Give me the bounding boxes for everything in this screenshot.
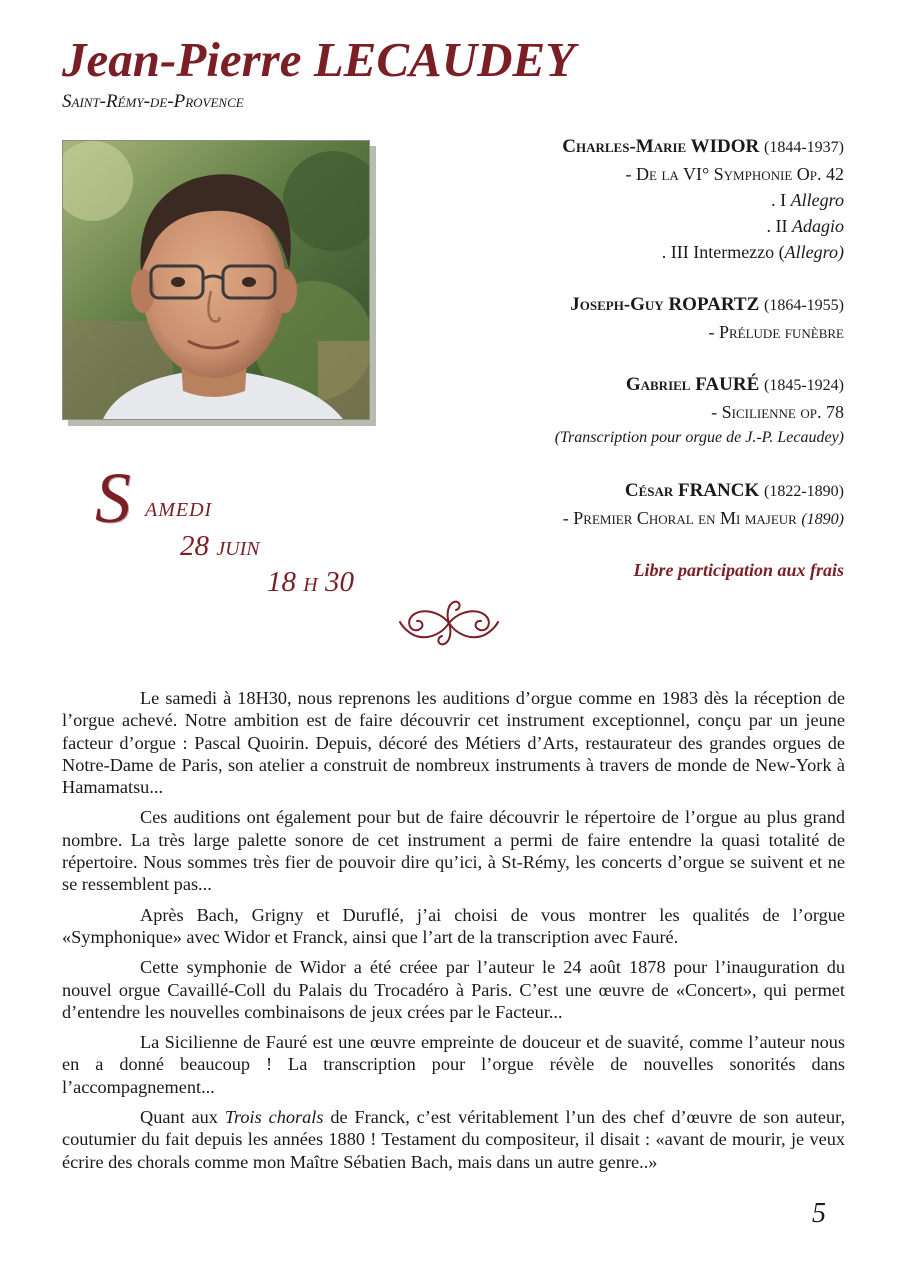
composer-dates: (1844-1937) (764, 139, 844, 156)
performer-name: Jean-Pierre LECAUDEY (62, 32, 576, 87)
concert-program (414, 134, 844, 533)
composer-name: Gabriel FAURÉ (625, 374, 760, 395)
paragraph: Cette symphonie de Widor a été créee par l’auteur le 24 août 1878 pour l’inauguration du nouvel orgue Cavaillé-Coll du Palais du Trocadéro à Paris. C’est une œuvre de «Concert», qui permet d’entendre les nouvelles combinaisons de jeux crées par le Facteur... (62, 957, 845, 1022)
work-title: - Prélude funèbre (708, 322, 844, 342)
paragraph: Le samedi à 18H30, nous reprenons les auditions d’orgue comme en 1983 dès la réception de l’orgue achevé. Notre ambition est de faire découvrir cet instrument exceptionnel, conçu par un jeune facteur d’orgue : Pascal Quoirin. Depuis, décoré des Métiers d’Arts, restaurateur des grandes orgues de Notre-Dame de Paris, son atelier a construit de nombreux instruments à travers de monde de New-York à Hamamatsu... (62, 688, 845, 798)
composer-dates: (1864-1955) (764, 297, 844, 314)
page-number: 5 (812, 1198, 826, 1229)
article-body (62, 687, 845, 1181)
movement-1: . I Allegro (771, 190, 844, 210)
work-title: - De la VI° Symphonie Op. 42 (625, 164, 844, 184)
work-title: - Premier Choral en Mi majeur (1890) (562, 508, 844, 528)
portrait-photo (62, 140, 370, 420)
paragraph: Quant aux Trois chorals de Franck, c’est véritablement l’un des chef d’œuvre de son auteur, coutumier du fait depuis les années 1880 ! Testament du compositeur, il disait : «avant de mourir, je veux écrire des chorals comme mon Maître Sébatien Bach, mais dans un autre genre..» (62, 1107, 846, 1172)
composer-name: Joseph-Guy ROPARTZ (570, 294, 760, 315)
day-name: amedi (145, 492, 213, 523)
day-initial: S (95, 458, 131, 538)
event-day-month: 28 juin (180, 530, 260, 562)
paragraph: Après Bach, Grigny et Duruflé, j’ai choisi de vous montrer les qualités de l’orgue «Symphonique» avec Widor et Franck, ainsi que l’art de la transcription avec Fauré. (62, 904, 845, 947)
work-year: (1890) (801, 511, 844, 528)
composer-dates: (1822-1890) (764, 483, 844, 500)
performer-location: Saint-Rémy-de-Provence (62, 91, 244, 112)
fees-note: Libre participation aux frais (633, 560, 844, 580)
composer-widor (414, 134, 844, 161)
transcription-note: (Transcription pour orgue de J.-P. Lecaudey) (554, 429, 844, 446)
composer-faure (414, 372, 844, 399)
movement-2: . II Adagio (766, 216, 844, 236)
event-time: 18 h 30 (267, 566, 354, 598)
composer-name: César FRANCK (624, 480, 760, 501)
composer-name: Charles-Marie WIDOR (562, 136, 760, 157)
portrait-photo-icon (63, 141, 369, 419)
flourish-ornament-icon (398, 598, 500, 648)
work-title: - Sicilienne op. 78 (711, 402, 844, 422)
composer-ropartz (414, 292, 844, 319)
event-date (95, 458, 395, 612)
composer-dates: (1845-1924) (764, 377, 844, 394)
paragraph: La Sicilienne de Fauré est une œuvre empreinte de douceur et de suavité, comme l’auteur nous en a donné beaucoup ! La transcription pour l’orgue révèle de nouvelles sonorités dans l’accompagnement... (62, 1032, 845, 1097)
paragraph: Ces auditions ont également pour but de faire découvrir le répertoire de l’orgue au plus grand nombre. La très large palette sonore de cet instrument a permi de faire entendre la quasi totalité de répertoire. Nous sommes très fier de pouvoir dire qu’ici, à St-Rémy, les concerts d’orgue se suivent et ne se ressemblent pas... (62, 807, 845, 895)
movement-3: . III Intermezzo (Allegro) (661, 242, 844, 262)
composer-franck (414, 478, 844, 505)
